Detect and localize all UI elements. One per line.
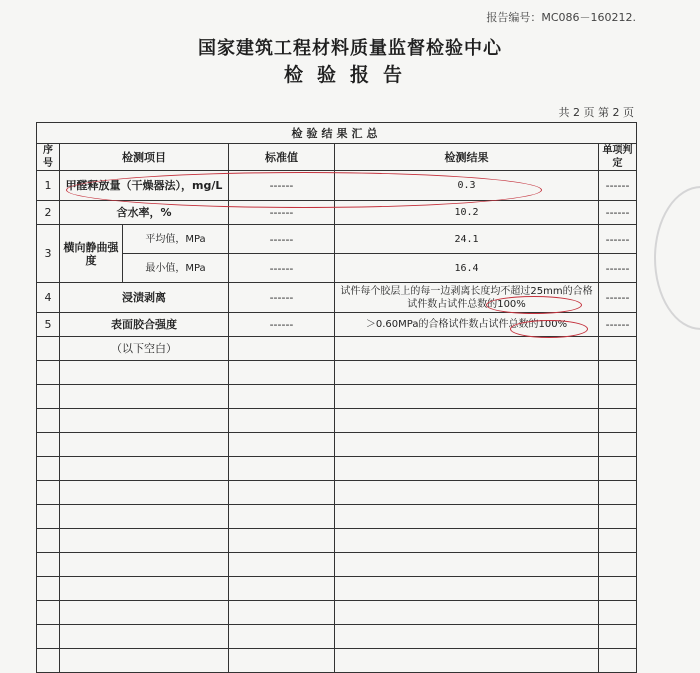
row-number: 1 <box>37 171 60 201</box>
center-name: 国家建筑工程材料质量监督检验中心 <box>198 38 502 59</box>
empty-row <box>37 361 637 385</box>
summary-title: 检验结果汇总 <box>37 123 637 144</box>
row-number: 4 <box>37 283 60 313</box>
judgement: ------ <box>599 171 637 201</box>
standard-value: ------ <box>229 225 335 254</box>
stamp-mark <box>654 186 700 330</box>
empty-row <box>37 481 637 505</box>
item-name: 横向静曲强度 <box>60 225 123 283</box>
test-result: ＞0.60MPa的合格试件数占试件总数的100% <box>335 313 599 337</box>
empty-row <box>37 385 637 409</box>
row-number: 5 <box>37 313 60 337</box>
column-header-index: 序号 <box>37 144 60 171</box>
judgement: ------ <box>599 225 637 254</box>
row-number: 2 <box>37 201 60 225</box>
judgement: ------ <box>599 201 637 225</box>
empty-row <box>37 433 637 457</box>
column-header-item: 检测项目 <box>60 144 229 171</box>
item-name: 浸渍剥离 <box>60 283 229 313</box>
item-name: 甲醛释放量（干燥器法），mg/L <box>60 171 229 201</box>
row-number: 3 <box>37 225 60 283</box>
empty-row <box>37 577 637 601</box>
blank-note: （以下空白） <box>60 337 229 361</box>
sub-item-label: 最小值，MPa <box>123 254 229 283</box>
standard-value: ------ <box>229 283 335 313</box>
page-count: 共 2 页 第 2 页 <box>558 106 634 119</box>
empty-row <box>37 409 637 433</box>
empty-row <box>37 553 637 577</box>
item-name: 含水率，% <box>60 201 229 225</box>
test-result: 0.3 <box>335 171 599 201</box>
sub-item-label: 平均值，MPa <box>123 225 229 254</box>
empty-row <box>37 601 637 625</box>
judgement: ------ <box>599 313 637 337</box>
judgement: ------ <box>599 283 637 313</box>
item-name: 表面胶合强度 <box>60 313 229 337</box>
column-header-result: 检测结果 <box>335 144 599 171</box>
empty-row <box>37 505 637 529</box>
test-result: 试件每个胶层上的每一边剥离长度均不超过25mm的合格试件数占试件总数的100% <box>335 283 599 313</box>
standard-value: ------ <box>229 254 335 283</box>
empty-row <box>37 649 637 673</box>
standard-value: ------ <box>229 171 335 201</box>
standard-value: ------ <box>229 313 335 337</box>
report-number: 报告编号：MC086－160212. <box>486 11 636 24</box>
judgement: ------ <box>599 254 637 283</box>
empty-row <box>37 625 637 649</box>
document-title: 检验报告 <box>283 64 416 86</box>
empty-row <box>37 529 637 553</box>
test-result: 16.4 <box>335 254 599 283</box>
standard-value: ------ <box>229 201 335 225</box>
results-table <box>36 122 637 673</box>
empty-row <box>37 457 637 481</box>
column-header-standard: 标准值 <box>229 144 335 171</box>
test-result: 10.2 <box>335 201 599 225</box>
test-result: 24.1 <box>335 225 599 254</box>
column-header-judge: 单项判定 <box>599 144 637 171</box>
